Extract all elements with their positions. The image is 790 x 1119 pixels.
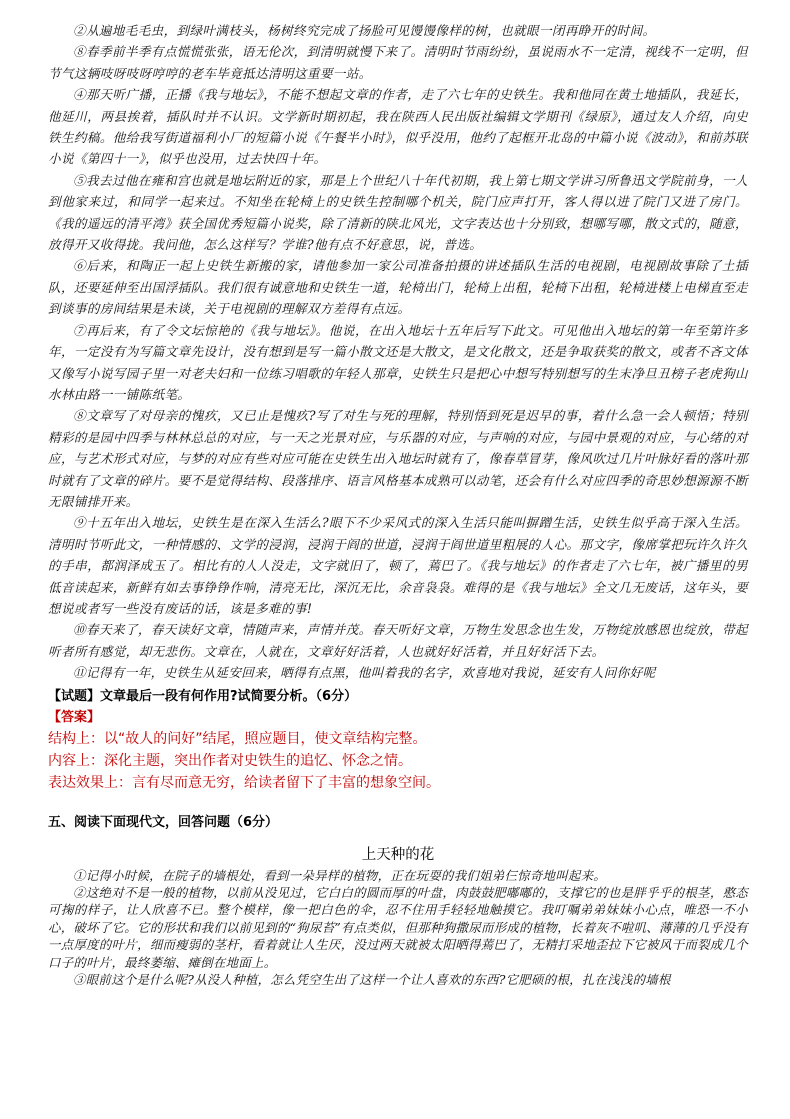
answer-line-structure: 结构上：以“故人的问好”结尾，照应题目，使文章结构完整。 bbox=[48, 730, 427, 747]
question bbox=[48, 686, 748, 707]
article-paragraph-9: ⑨十五年出入地坛，史铁生是在深入生活么?眼下不少采风式的深入生活只能叫摒蹭生活，史铁生似乎高于深入生活。清明时节听此文，一种情感的、文学的浸润，浸润于阎的世道，浸润于阎世道里粗展的人心。那文字，像席掌把玩许久许久的手串，都润泽成玉了。相比有的人人没走，文字就旧了，顿了，蔫巴了。《我与地坛》的作者走了六七年，被广播里的男低音读起来，新鲜有如去事铮铮作响，清亮无比，深沉无比，余音袅袅。难得的是《我与地坛》全文几无废话，这年头，要想说或者写一些没有废话的话，该是多难的事! bbox=[48, 515, 748, 616]
story-paragraph-1: ①记得小时候，在院子的墙根处，看到一朵异样的植物，正在玩耍的我们姐弟仨惊奇地叫起来。 bbox=[73, 867, 607, 883]
story-paragraph-2: ②这绝对不是一般的植物，以前从没见过，它白白的圆而厚的叶盘，肉鼓鼓肥嘟嘟的，支撑它的也是胖乎乎的根茎，憨态可掬的样子，让人欣喜不已。整个模样，像一把白色的伞，忍不住用手轻轻地触摸它。我叮嘱弟弟妹妹小心点，唯恐一不小心，破坏了它。它的形状和我们以前见到的“狗尿苔”有点类似，但那种狗撒尿而形成的植物，长着灰不啦叽、薄薄的几乎没有一点厚度的叶片，细而瘦弱的茎杆，看着就让人生厌，没过两天就被太阳晒得蔫巴了，无精打采地歪拉下它被风干而裂成几个口子的叶片，最终萎缩、瘫倒在地面上。 bbox=[48, 885, 748, 970]
article-body bbox=[48, 20, 748, 684]
answer-line-effect: 表达效果上：言有尽而意无穷，给读者留下了丰富的想象空间。 bbox=[48, 774, 440, 791]
story-title: 上天种的花 bbox=[361, 846, 435, 863]
article-paragraph-6: ⑥后来，和陶正一起上史铁生新搬的家，请他参加一家公司准备拍摄的讲述插队生活的电视剧，电视剧故事除了土插队，还要延伸至出国浮插队。我们很有诚意地和史铁生一道，轮椅出门，轮椅上出租，轮椅下出租，轮椅进楼上电梯直至走到谈事的房间结果是未谈，关于电视剧的理解双方差得有点远。 bbox=[48, 258, 748, 317]
article-paragraph-3: ⑧春季前半季有点慌慌张张，语无伦次，到清明就慢下来了。清明时节雨纷纷，虽说雨水不一定清，视线不一定明，但节气这辆吱呀吱呀哼哼的老车毕竟抵达清明这重要一站。 bbox=[48, 44, 748, 81]
question-text: 文章最后一段有何作用?试简要分析。（6分） bbox=[100, 688, 358, 704]
article-paragraph-8: ⑧文章写了对母亲的愧疚，又已止是愧疚?写了对生与死的理解，特别悟到死是迟早的事，着什么急一会人顿悟；特别精彩的是园中四季与林林总总的对应，与一天之光景对应，与乐器的对应，与声响的对应，与园中景观的对应，与心绪的对应，与艺术形式对应，与梦的对应有些对应可能在史铁生出入地坛时就有了，像春草冒芽，像风吹过几片叶脉好看的落叶那时就有了文章的碎片。要不是觉得结构、段落排序、语言风格基本成熟可以动笔，还会有什么对应四季的奇思妙想源源不断无限铺排开来。 bbox=[48, 408, 748, 509]
story-paragraph-3: ③眼前这个是什么呢?从没人种植，怎么凭空生出了这样一个让人喜欢的东西?它肥硕的根，扎在浅浅的墙根 bbox=[73, 972, 671, 988]
article-paragraph-2: ②从遍地毛毛虫，到绿叶满枝头，杨树终究完成了扬脸可见馒馒像样的树，也就眼一闭再睁开的时间。 bbox=[73, 23, 656, 38]
article-paragraph-11: ⑪记得有一年，史铁生从延安回来，晒得有点黑，他叫着我的名字，欢喜地对我说，延安有人问你好呢 bbox=[73, 665, 656, 681]
question-label: 【试题】 bbox=[48, 688, 101, 704]
answer-label: 【答案】 bbox=[48, 709, 101, 725]
article-paragraph-10: ⑩春天来了，春天读好文章，情随声来，声情并茂。春天听好文章，万物生发思念也生发，万物绽放感恩也绽放，带起听者所有感觉，却无悲伤。文章在，人就在，文章好好活着，人也就好好活着，并且好好活下去。 bbox=[48, 622, 748, 659]
article-paragraph-4: ④那天听广播，正播《我与地坛》，不能不想起文章的作者，走了六七年的史铁生。我和他同在黄土地插队，我延长，他延川，两县挨着，插队时并不认识。文学新时期初起，我在陕西人民出版社编辑文学期刊《绿原》，通过友人介绍，向史铁生约稿。他给我写街道福利小厂的短篇小说《午餐半小时》，似乎没用，他约了起框开北岛的中篇小说《波动》，和前苏联小说《第四十一》，似乎也没用，过去快四十年。 bbox=[48, 87, 748, 167]
section-heading: 五、阅读下面现代文，回答问题（6分） bbox=[48, 814, 279, 830]
article-paragraph-7: ⑦再后来，有了令文坛惊艳的《我与地坛》。他说，在出入地坛十五年后写下此文。可见他出入地坛的第一年至第许多年，一定没有为写篇文章先设计，没有想到是写一篇小散文还是大散文，是文化散文，还是争取获奖的散文，或者不吝文体又像写小说写园子里一对老夫妇和一位练习唱歌的年轻人那章，史铁生只是把心中想写特别想写的生末净旦丑榜子老虎狗山水林由路一一铺陈纸笔。 bbox=[48, 322, 748, 402]
article-paragraph-5: ⑤我去过他在雍和宫也就是地坛附近的家，那是上个世纪八十年代初期，我上第七期文学讲习所鲁迅文学院前身，一人到他家来过，和同学一起来过。不知坐在轮椅上的史铁生控制哪个机关，院门应声打开，客人得以进了院门又进了房门。《我的遥远的清平湾》获全国优秀短篇小说奖，除了清新的陕北风光，文字表达也十分别致，想哪写哪，散文式的，随意，放得开又收得拢。我问他，怎么这样写？学谁?他有点不好意思，说，普选。 bbox=[48, 172, 748, 253]
answer-line-content: 内容上：深化主题，突出作者对史铁生的追忆、怀念之情。 bbox=[48, 752, 412, 769]
page bbox=[48, 20, 748, 988]
